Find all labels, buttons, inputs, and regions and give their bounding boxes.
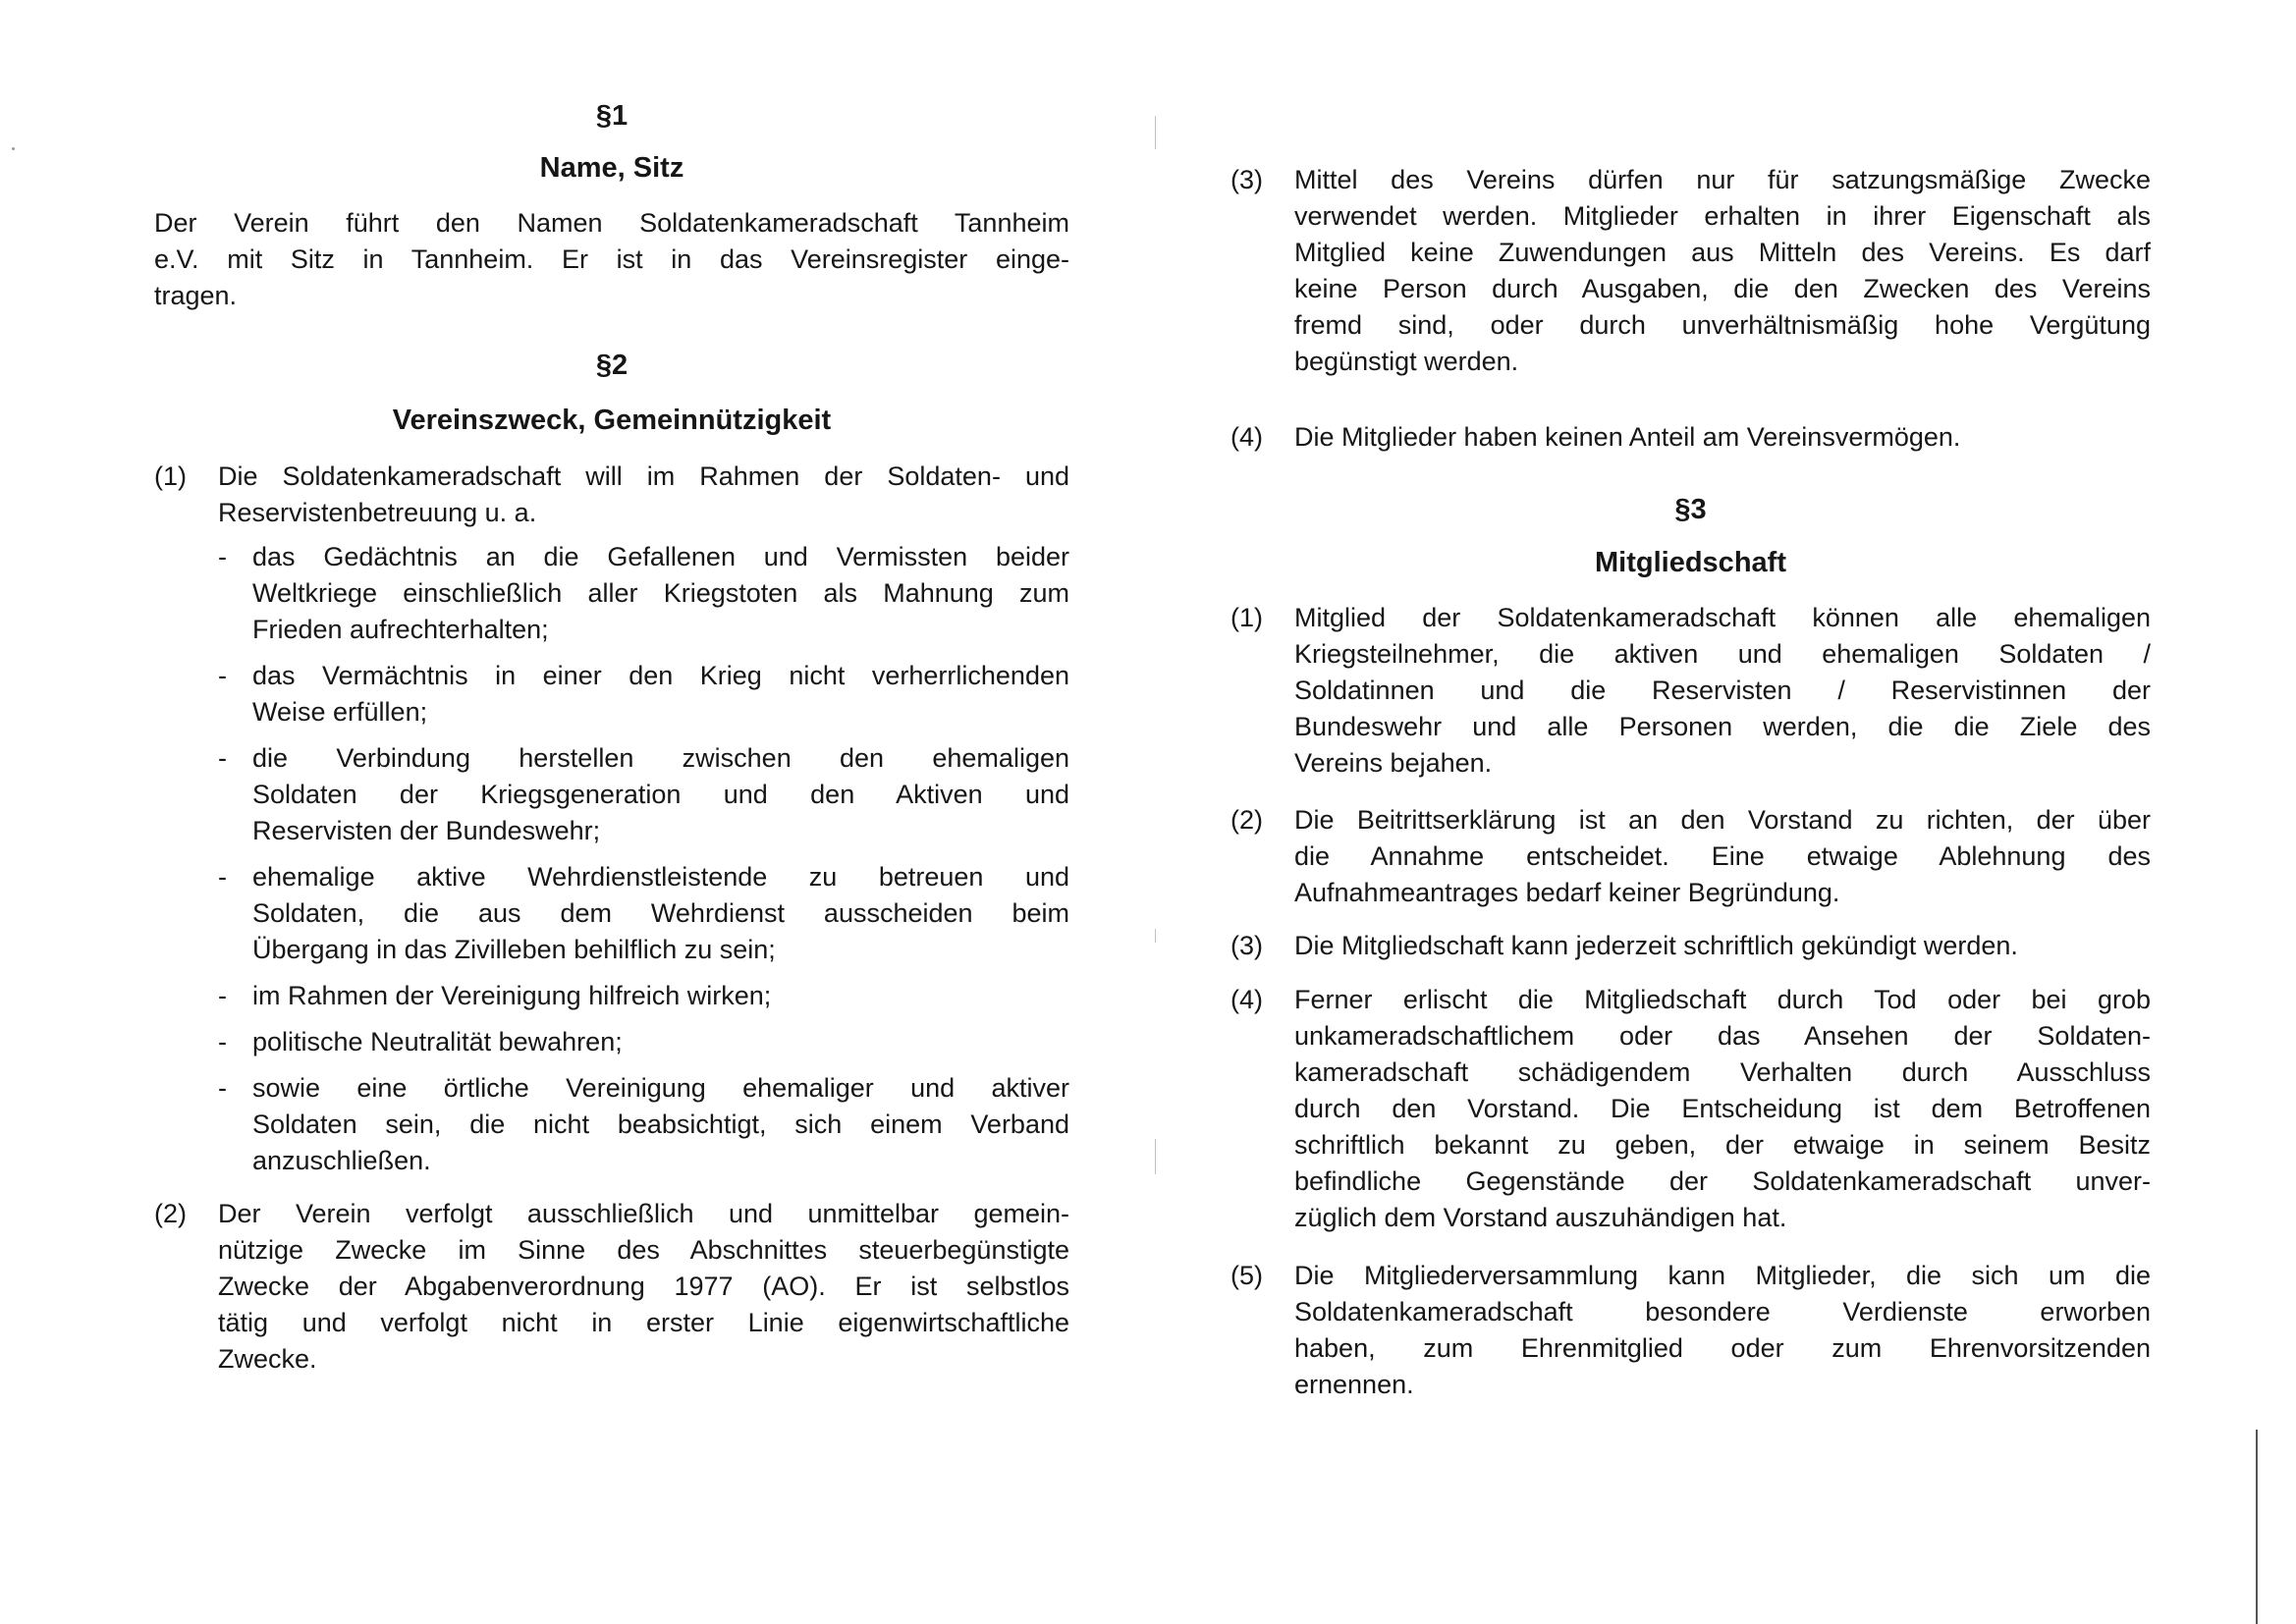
text-line: Frieden aufrechterhalten; [252, 615, 549, 644]
bullet-text [252, 658, 1069, 731]
item-text [1294, 802, 2151, 911]
text-line: Soldatenkameradschaft besondere Verdienste erworben [1294, 1297, 2151, 1326]
bullet-text [252, 1070, 1069, 1179]
bullet-dash: - [218, 862, 227, 892]
numbered-item [1230, 162, 2151, 380]
center-fold-mark [1155, 116, 1156, 149]
text-line: begünstigt werden. [1294, 347, 1519, 376]
bullet-dash: - [218, 661, 227, 690]
text-line: durch den Vorstand. Die Entscheidung ist dem Betroffenen [1294, 1094, 2151, 1123]
item-text [1294, 600, 2151, 782]
item-text [1294, 928, 2151, 964]
text-line: züglich dem Vorstand auszuhändigen hat. [1294, 1203, 1787, 1232]
scan-speck [12, 147, 15, 150]
bullet-dash: - [218, 743, 227, 773]
item-number: (5) [1230, 1261, 1263, 1290]
paragraph [154, 205, 1069, 314]
bullet-dash: - [218, 981, 227, 1010]
text-line: Zwecke. [218, 1344, 317, 1374]
text-line: Die Mitgliedschaft kann jederzeit schriftlich gekündigt werden. [1294, 931, 2018, 960]
bullet-dash: - [218, 1027, 227, 1056]
text-line: Die Mitgliederversammlung kann Mitglieder, die sich um die [1294, 1261, 2151, 1290]
text-line: verwendet werden. Mitglieder erhalten in ihrer Eigenschaft als [1294, 201, 2151, 231]
item-number: (2) [154, 1199, 187, 1228]
text-line: Ferner erlischt die Mitgliedschaft durch Tod oder bei grob [1294, 985, 2151, 1014]
text-line: Kriegsteilnehmer, die aktiven und ehemaligen Soldaten / [1294, 639, 2151, 669]
text-line: Soldatinnen und die Reservisten / Reservistinnen der [1294, 676, 2151, 705]
text-line: Weltkriege einschließlich aller Kriegstoten als Mahnung zum [252, 578, 1069, 608]
bullet-text [252, 1024, 1069, 1060]
text-line: Soldaten, die aus dem Wehrdienst ausscheiden beim [252, 898, 1069, 928]
text-line: keine Person durch Ausgaben, die den Zwecken des Vereins [1294, 274, 2151, 303]
text-line: Mitglied keine Zuwendungen aus Mitteln des Vereins. Es darf [1294, 238, 2151, 267]
page-edge-line [2256, 1430, 2258, 1624]
section-number-heading: §1 [595, 100, 629, 132]
text-line: tragen. [154, 281, 238, 310]
text-line: Weise erfüllen; [252, 697, 428, 727]
text-line: anzuschließen. [252, 1146, 431, 1175]
text-line: Die Soldatenkameradschaft will im Rahmen der Soldaten- und [218, 461, 1069, 491]
numbered-item [1230, 419, 2151, 456]
text-line: kameradschaft schädigendem Verhalten durch Ausschluss [1294, 1057, 2151, 1087]
bullet-item [218, 1024, 1069, 1060]
numbered-item [154, 1196, 1069, 1378]
item-text [1294, 162, 2151, 380]
text-line: haben, zum Ehrenmitglied oder zum Ehrenvorsitzenden [1294, 1333, 2151, 1363]
text-line: e.V. mit Sitz in Tannheim. Er ist in das Vereinsregister einge- [154, 244, 1069, 274]
text-line: Aufnahmeantrages bedarf keiner Begründung. [1294, 878, 1840, 907]
bullet-text [252, 859, 1069, 968]
bullet-dash: - [218, 1073, 227, 1103]
text-line: Bundeswehr und alle Personen werden, die die Ziele des [1294, 712, 2151, 741]
text-line: Vereins bejahen. [1294, 748, 1493, 778]
numbered-item [1230, 982, 2151, 1236]
numbered-item [1230, 1258, 2151, 1403]
text-line: das Gedächtnis an die Gefallenen und Vermissten beider [252, 542, 1069, 571]
item-text [218, 1196, 1069, 1378]
bullet-dash: - [218, 542, 227, 571]
text-line: Mitglied der Soldatenkameradschaft können alle ehemaligen [1294, 603, 2151, 632]
item-text [218, 459, 1069, 1179]
bullet-text [252, 740, 1069, 849]
item-number: (1) [154, 461, 187, 491]
section-title-heading: Name, Sitz [539, 152, 684, 184]
item-number: (2) [1230, 805, 1263, 835]
item-number: (4) [1230, 985, 1263, 1014]
text-line: Der Verein verfolgt ausschließlich und unmittelbar gemein- [218, 1199, 1069, 1228]
left-page-column [154, 98, 1069, 1378]
text-line: sowie eine örtliche Vereinigung ehemaliger und aktiver [252, 1073, 1069, 1103]
numbered-item [1230, 600, 2151, 782]
text-line: unkameradschaftlichem oder das Ansehen der Soldaten- [1294, 1021, 2151, 1051]
numbered-item [154, 459, 1069, 1179]
section-number-heading: §2 [595, 350, 629, 381]
bullet-text [252, 539, 1069, 648]
section-title-heading: Mitgliedschaft [1595, 547, 1786, 578]
bullet-text [252, 978, 1069, 1014]
bullet-item [218, 658, 1069, 731]
center-fold-mark [1155, 1139, 1156, 1174]
numbered-item [1230, 802, 2151, 911]
section-title-heading: Vereinszweck, Gemeinnützigkeit [392, 405, 832, 436]
text-line: Die Beitrittserklärung ist an den Vorstand zu richten, der über [1294, 805, 2151, 835]
item-number: (3) [1230, 165, 1263, 194]
item-number: (3) [1230, 931, 1263, 960]
text-line: nützige Zwecke im Sinne des Abschnittes steuerbegünstigte [218, 1235, 1069, 1265]
bullet-item [218, 740, 1069, 849]
text-line: fremd sind, oder durch unverhältnismäßig hohe Vergütung [1294, 310, 2151, 340]
section-number-heading: §3 [1674, 494, 1707, 525]
text-line: die Annahme entscheidet. Eine etwaige Ablehnung des [1294, 841, 2151, 871]
item-text [1294, 419, 2151, 456]
text-line: Der Verein führt den Namen Soldatenkameradschaft Tannheim [154, 208, 1069, 238]
bullet-item [218, 539, 1069, 648]
item-number: (4) [1230, 422, 1263, 452]
text-line: tätig und verfolgt nicht in erster Linie eigenwirtschaftliche [218, 1308, 1069, 1337]
bullet-item [218, 978, 1069, 1014]
text-line: Die Mitglieder haben keinen Anteil am Vereinsvermögen. [1294, 422, 1961, 452]
item-text [1294, 982, 2151, 1236]
text-line: ehemalige aktive Wehrdienstleistende zu betreuen und [252, 862, 1069, 892]
text-line: befindliche Gegenstände der Soldatenkameradschaft unver- [1294, 1166, 2151, 1196]
text-line: Zwecke der Abgabenverordnung 1977 (AO). Er ist selbstlos [218, 1272, 1069, 1301]
numbered-item [1230, 928, 2151, 964]
item-number: (1) [1230, 603, 1263, 632]
text-line: Mittel des Vereins dürfen nur für satzungsmäßige Zwecke [1294, 165, 2151, 194]
text-line: Soldaten sein, die nicht beabsichtigt, sich einem Verband [252, 1110, 1069, 1139]
bullet-item [218, 859, 1069, 968]
bullet-item [218, 1070, 1069, 1179]
center-fold-mark [1155, 929, 1156, 943]
text-line: Übergang in das Zivilleben behilflich zu sein; [252, 935, 776, 964]
text-line: politische Neutralität bewahren; [252, 1027, 623, 1056]
text-line: Soldaten der Kriegsgeneration und den Aktiven und [252, 780, 1069, 809]
right-page-column [1230, 162, 2151, 1403]
text-line: im Rahmen der Vereinigung hilfreich wirken; [252, 981, 772, 1010]
text-line: Reservisten der Bundeswehr; [252, 816, 601, 845]
text-line: die Verbindung herstellen zwischen den ehemaligen [252, 743, 1069, 773]
item-text [1294, 1258, 2151, 1403]
text-line: Reservistenbetreuung u. a. [218, 498, 537, 527]
text-line: ernennen. [1294, 1370, 1414, 1399]
text-line: schriftlich bekannt zu geben, der etwaige in seinem Besitz [1294, 1130, 2151, 1160]
text-line: das Vermächtnis in einer den Krieg nicht verherrlichenden [252, 661, 1069, 690]
